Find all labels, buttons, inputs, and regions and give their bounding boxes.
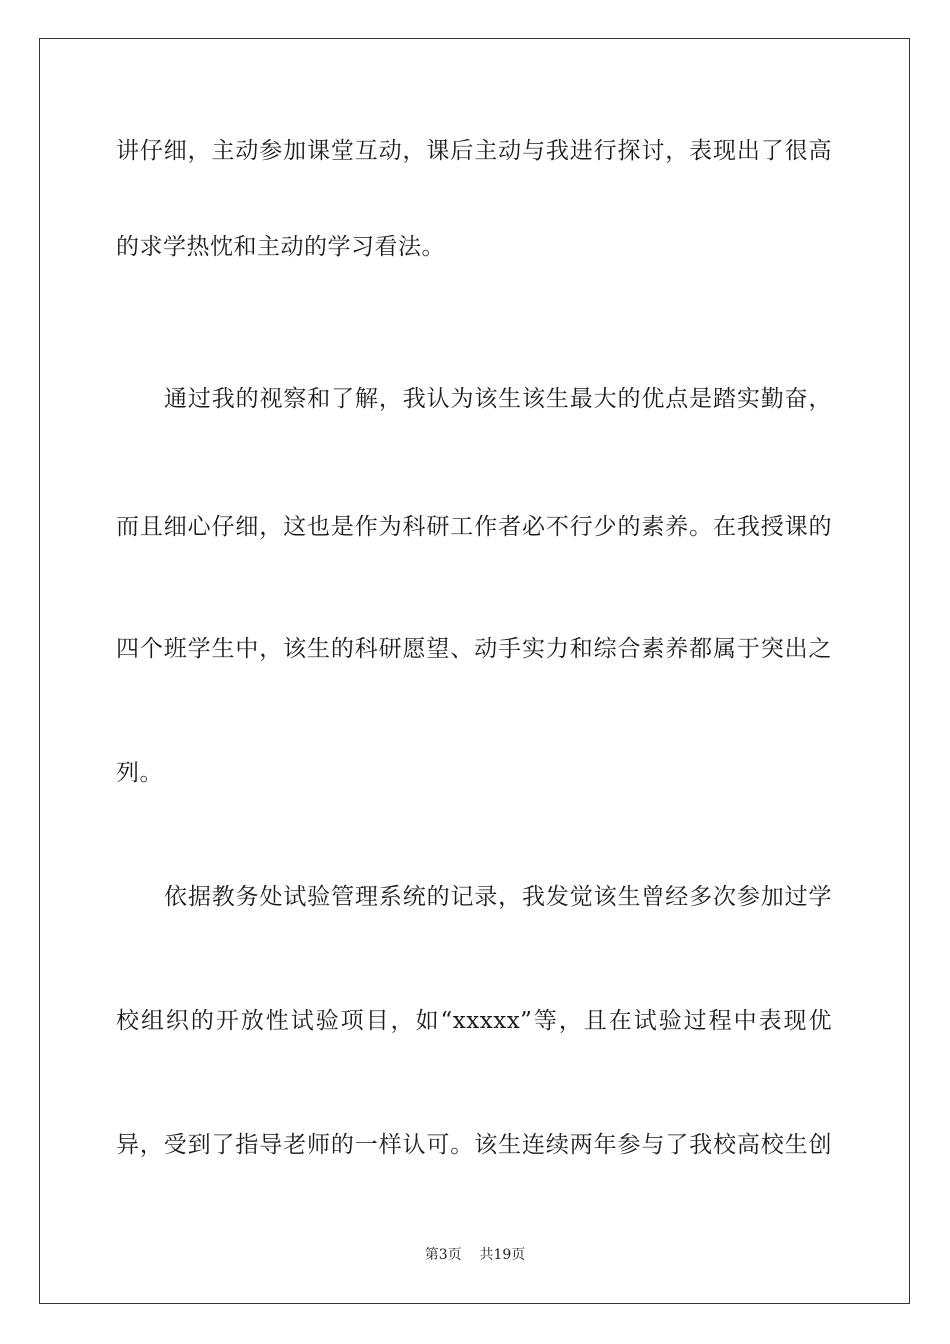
page-footer	[0, 1246, 950, 1264]
text-line: 异，受到了指导老师的一样认可。该生连续两年参与了我校高校生创	[116, 1132, 832, 1158]
text-line: 的求学热忱和主动的学习看法。	[116, 234, 445, 260]
text-line: 校组织的开放性试验项目，如“xxxxx”等，且在试验过程中表现优	[116, 1008, 832, 1034]
page-number: 第3页	[424, 1247, 462, 1263]
page-border	[39, 38, 910, 1304]
text-line: 讲仔细，主动参加课堂互动，课后主动与我进行探讨，表现出了很高	[116, 138, 832, 164]
paragraph-first-line: 依据教务处试验管理系统的记录，我发觉该生曾经多次参加过学	[164, 884, 832, 910]
page-total: 共19页	[479, 1247, 526, 1263]
paragraph-first-line: 通过我的视察和了解，我认为该生该生最大的优点是踏实勤奋，	[164, 386, 832, 412]
text-line: 四个班学生中，该生的科研愿望、动手实力和综合素养都属于突出之	[116, 636, 832, 662]
text-line: 列。	[116, 760, 163, 786]
text-line: 而且细心仔细，这也是作为科研工作者必不行少的素养。在我授课的	[116, 514, 832, 540]
